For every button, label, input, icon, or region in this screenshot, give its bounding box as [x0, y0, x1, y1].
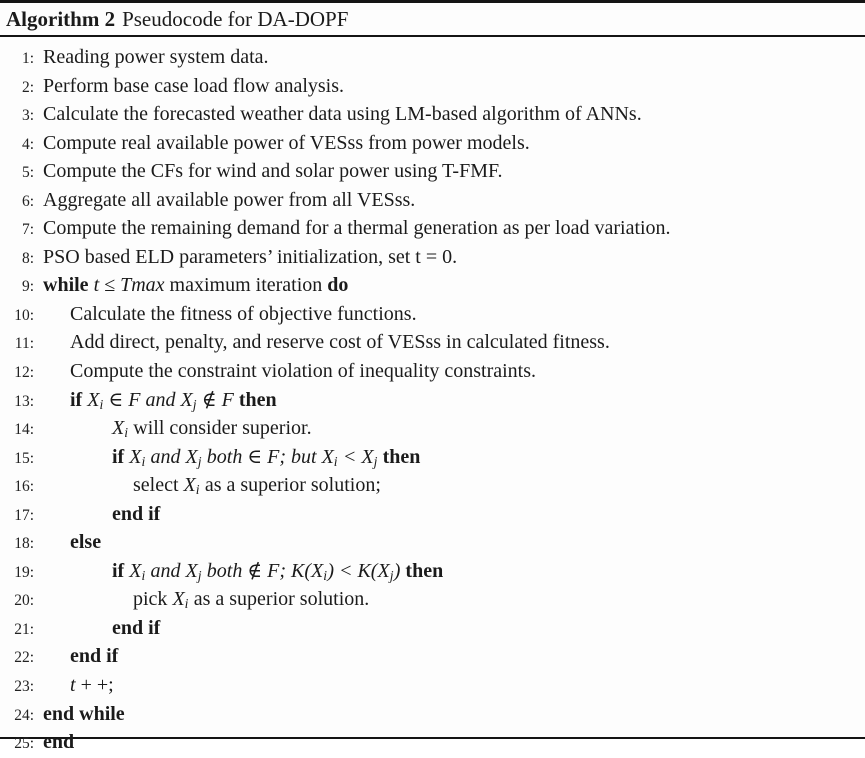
algorithm-line: [6, 215, 859, 244]
text-segment: both ∈ F; but X: [201, 445, 334, 468]
algorithm-line: [6, 44, 859, 73]
line-content: [43, 444, 420, 473]
algorithm-line: [6, 701, 859, 730]
math-subscript: j: [197, 567, 202, 583]
line-number: 15:: [14, 449, 34, 467]
algorithm-line: [6, 73, 859, 102]
line-number: 13:: [14, 392, 34, 410]
algorithm-line: [6, 472, 859, 501]
line-number: 24:: [14, 706, 34, 724]
math-subscript: i: [141, 453, 146, 469]
algorithm-line: [6, 329, 859, 358]
line-content: [43, 244, 457, 272]
text-segment: t ≤ Tmax: [93, 274, 165, 297]
line-content: [43, 615, 160, 643]
algorithm-line: [6, 272, 859, 301]
text-segment: Aggregate all available power from all VESss.: [43, 188, 416, 211]
algorithm-caption: [0, 3, 865, 37]
algorithm-line: [6, 358, 859, 387]
line-content: [43, 101, 642, 129]
text-segment: while: [43, 274, 89, 297]
text-segment: if: [112, 559, 125, 582]
algorithm-line: [6, 301, 859, 330]
line-number: 23:: [14, 678, 34, 696]
line-number: 11:: [14, 335, 34, 353]
algorithm-line: [6, 501, 859, 530]
text-segment: and X: [145, 445, 198, 468]
line-number: 18:: [14, 535, 34, 553]
text-segment: then: [238, 388, 277, 411]
line-number: 21:: [14, 620, 34, 638]
text-segment: Compute the CFs for wind and solar power using T-FMF.: [43, 160, 503, 183]
algorithm-line: [6, 444, 859, 473]
algorithm-line: [6, 672, 859, 701]
algorithm-line: [6, 130, 859, 159]
line-number: 7:: [21, 221, 34, 239]
math-subscript: i: [195, 482, 200, 498]
algorithm-line: [6, 187, 859, 216]
line-content: [43, 187, 415, 215]
line-content: [43, 301, 417, 329]
text-segment: Reading power system data.: [43, 46, 269, 68]
line-content: [43, 272, 348, 300]
line-number: 5:: [21, 164, 34, 182]
line-content: [43, 329, 610, 357]
line-number: 3:: [21, 107, 34, 125]
text-segment: do: [327, 274, 349, 297]
line-content: [43, 501, 160, 529]
text-segment: if: [70, 388, 83, 411]
math-subscript: i: [99, 396, 104, 412]
algorithm-line: [6, 615, 859, 644]
line-content: [43, 558, 443, 587]
text-segment: end if: [112, 616, 161, 639]
line-content: [43, 130, 530, 158]
algorithm-line: [6, 158, 859, 187]
math-subscript: i: [141, 567, 146, 583]
text-segment: Calculate the fitness of objective functions.: [70, 302, 417, 325]
line-number: 20:: [14, 592, 34, 610]
text-segment: Add direct, penalty, and reserve cost of VESss in calculated fitness.: [70, 331, 610, 354]
algorithm-line: [6, 558, 859, 587]
text-segment: PSO based ELD parameters’ initialization, set t = 0.: [43, 245, 458, 268]
line-content: [43, 215, 671, 243]
text-segment: ): [393, 559, 406, 582]
math-subscript: i: [124, 425, 129, 441]
line-content: [43, 586, 369, 615]
line-content: [43, 529, 101, 557]
text-segment: as a superior solution.: [188, 588, 370, 611]
text-segment: ∉ F: [196, 388, 239, 411]
line-number: 19:: [14, 563, 34, 581]
text-segment: ∈ F and X: [103, 388, 193, 411]
text-segment: ) < K(X: [327, 559, 390, 582]
line-number: 10:: [14, 306, 34, 324]
line-number: 8:: [21, 249, 34, 267]
math-subscript: j: [197, 453, 202, 469]
line-content: [43, 387, 277, 416]
line-number: 16:: [14, 478, 34, 496]
line-content: [43, 672, 114, 700]
text-segment: X: [129, 559, 142, 582]
text-segment: will consider superior.: [128, 417, 312, 440]
text-segment: end if: [112, 502, 161, 525]
line-content: [43, 44, 269, 72]
text-segment: Perform base case load flow analysis.: [43, 74, 345, 97]
line-content: [43, 643, 118, 671]
algorithm-title: Pseudocode for DA-DOPF: [122, 7, 349, 31]
line-number: 22:: [14, 649, 34, 667]
text-segment: then: [405, 559, 444, 582]
text-segment: t: [70, 674, 81, 697]
math-subscript: j: [373, 453, 378, 469]
line-number: 12:: [14, 364, 34, 382]
algorithm-label: Algorithm 2: [6, 7, 116, 31]
algorithm-line: [6, 387, 859, 416]
line-content: [43, 701, 125, 729]
line-content: [43, 158, 503, 186]
text-segment: Compute real available power of VESss from power models.: [43, 131, 530, 154]
text-segment: end: [43, 731, 75, 754]
text-segment: end if: [70, 645, 119, 668]
text-segment: if: [112, 445, 125, 468]
text-segment: Compute the constraint violation of inequality constraints.: [70, 360, 537, 383]
line-number: 4:: [21, 135, 34, 153]
text-segment: < X: [337, 445, 374, 468]
math-subscript: j: [389, 567, 394, 583]
line-number: 6:: [21, 192, 34, 210]
line-number: 2:: [21, 78, 34, 96]
line-number: 9:: [21, 278, 34, 296]
math-subscript: j: [192, 396, 197, 412]
line-number: 25:: [14, 735, 34, 753]
algorithm-line: [6, 643, 859, 672]
algorithm-line: [6, 729, 859, 758]
algorithm-line: [6, 415, 859, 444]
algorithm-line: [6, 244, 859, 273]
text-segment: and X: [145, 559, 198, 582]
text-segment: both ∉ F; K(X: [201, 559, 324, 582]
text-segment: X: [112, 417, 125, 440]
text-segment: as a superior solution;: [199, 474, 381, 497]
algorithm-line: [6, 101, 859, 130]
text-segment: else: [70, 531, 102, 554]
math-subscript: i: [323, 567, 328, 583]
text-segment: X: [87, 388, 100, 411]
text-segment: pick: [133, 588, 173, 611]
math-subscript: i: [184, 596, 189, 612]
line-content: [43, 729, 74, 757]
text-segment: X: [183, 474, 196, 497]
line-content: [43, 73, 344, 101]
line-content: [43, 415, 312, 444]
text-segment: maximum iteration: [164, 274, 328, 297]
line-number: 1:: [21, 50, 34, 67]
line-number: 14:: [14, 421, 34, 439]
line-content: [43, 358, 536, 386]
math-subscript: i: [333, 453, 338, 469]
text-segment: X: [172, 588, 185, 611]
text-segment: then: [382, 445, 421, 468]
text-segment: Compute the remaining demand for a thermal generation as per load variation.: [43, 217, 671, 240]
text-segment: select: [133, 474, 184, 497]
algorithm-line: [6, 529, 859, 558]
algorithm-body: [0, 37, 865, 758]
line-number: 17:: [14, 506, 34, 524]
algorithm-line: [6, 586, 859, 615]
text-segment: + +;: [80, 674, 114, 697]
text-segment: Calculate the forecasted weather data using LM-based algorithm of ANNs.: [43, 103, 642, 126]
line-content: [43, 472, 381, 501]
text-segment: X: [129, 445, 142, 468]
text-segment: end while: [43, 702, 125, 725]
